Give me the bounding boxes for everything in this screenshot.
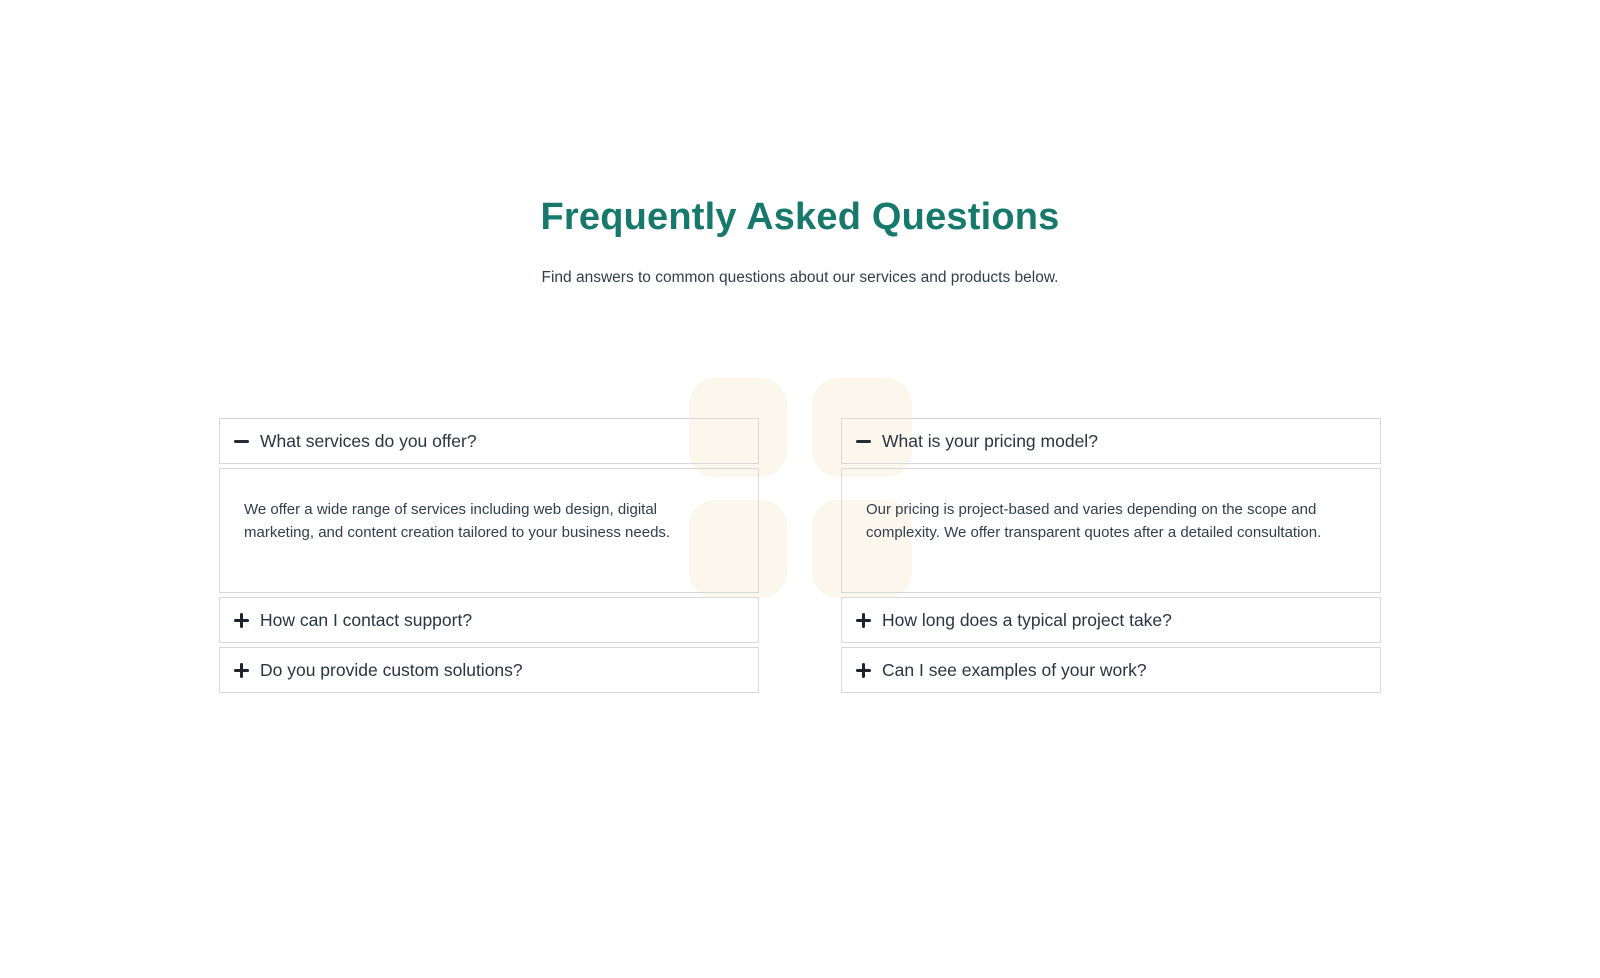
faq-column-left — [219, 418, 759, 697]
faq-question: Do you provide custom solutions? — [260, 659, 523, 680]
faq-question: Can I see examples of your work? — [882, 659, 1147, 680]
faq-answer-panel-pricing — [841, 468, 1381, 593]
plus-icon — [856, 662, 872, 678]
faq-item-header-work-examples[interactable] — [841, 647, 1381, 693]
page-subtitle: Find answers to common questions about our services and products below. — [541, 269, 1059, 286]
faq-item-header-support[interactable] — [219, 597, 759, 643]
faq-question: What services do you offer? — [260, 430, 477, 451]
plus-icon — [234, 662, 250, 678]
faq-answer-panel-services — [219, 468, 759, 593]
faq-item-header-project-duration[interactable] — [841, 597, 1381, 643]
faq-answer-text: Our pricing is project-based and varies depending on the scope and complexity. We offer transparent quotes after a detailed consultation. — [866, 501, 1322, 541]
page-title: Frequently Asked Questions — [540, 196, 1060, 238]
faq-question: What is your pricing model? — [882, 430, 1098, 451]
faq-grid — [219, 418, 1381, 697]
faq-item-header-services[interactable] — [219, 418, 759, 464]
plus-icon — [234, 612, 250, 628]
faq-item-header-custom-solutions[interactable] — [219, 647, 759, 693]
minus-icon — [234, 433, 250, 449]
minus-icon — [856, 433, 872, 449]
faq-column-right — [841, 418, 1381, 697]
plus-icon — [856, 612, 872, 628]
faq-question: How long does a typical project take? — [882, 609, 1172, 630]
faq-item-header-pricing[interactable] — [841, 418, 1381, 464]
faq-question: How can I contact support? — [260, 609, 473, 630]
faq-answer-text: We offer a wide range of services including web design, digital marketing, and content creation tailored to your business needs. — [244, 501, 671, 541]
